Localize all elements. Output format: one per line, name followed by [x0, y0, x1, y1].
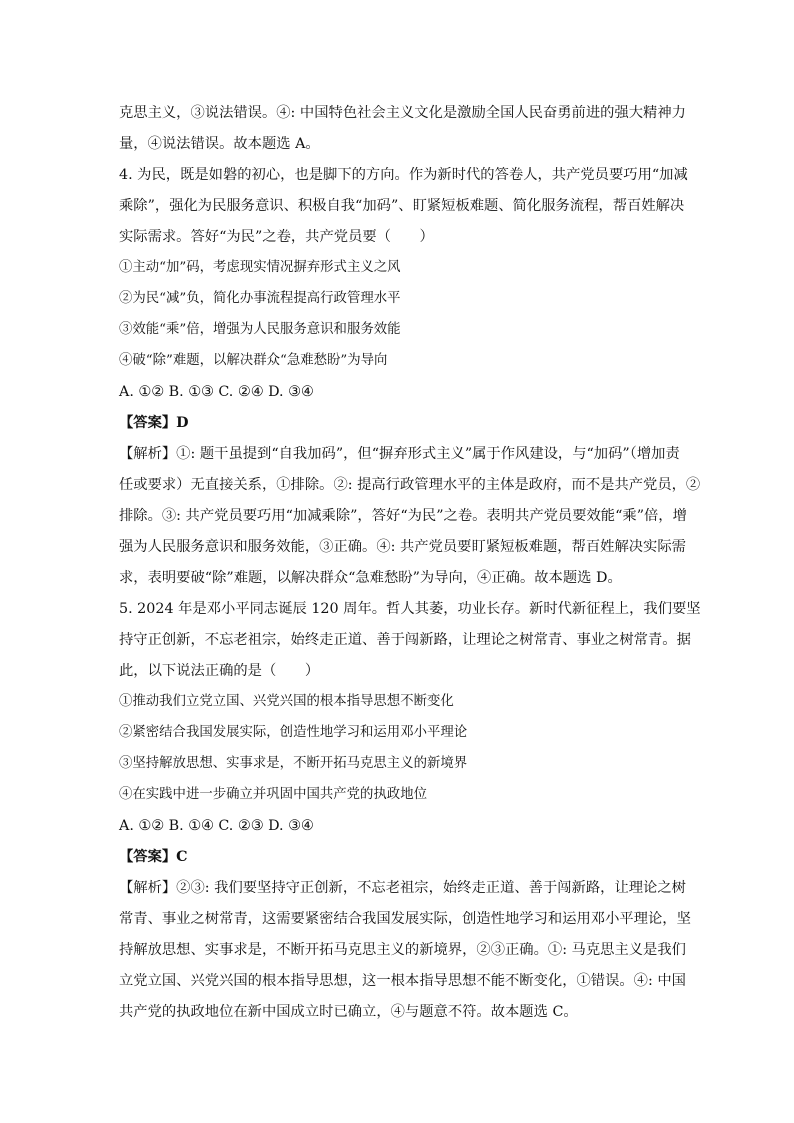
statement-2: ②为民“减”负，简化办事流程提高行政管理水平	[119, 291, 401, 306]
statement-3: ③坚持解放思想、实事求是，不断开拓马克思主义的新境界	[119, 756, 468, 771]
statement-2: ②紧密结合我国发展实际，创造性地学习和运用邓小平理论	[119, 725, 468, 740]
analysis-line: 排除。③: 共产党员要巧用“加减乘除”，答好“为民”之卷。表明共产党员要效能“乘”倍，增	[119, 508, 687, 524]
analysis-line: 持解放思想、实事求是，不断开拓马克思主义的新境界，②③正确。①: 马克思主义是我们	[119, 942, 686, 958]
analysis-line: 任或要求）无直接关系，①排除。②: 提高行政管理水平的主体是政府，而不是共产党员，②	[119, 477, 701, 493]
text-line: 持守正创新，不忘老祖宗，始终走正道、善于闯新路，让理论之树常青、事业之树常青。据	[119, 632, 691, 648]
text-line: 量，④说法错误。故本题选 A。	[119, 136, 320, 152]
answer-choices: A. ①② B. ①④ C. ②③ D. ③④	[119, 818, 314, 834]
answer-label: 【答案】D	[119, 415, 189, 431]
text-line: 实际需求。答好“为民”之卷，共产党员要（ ）	[119, 229, 434, 245]
analysis-line: 【解析】②③: 我们要坚持守正创新，不忘老祖宗，始终走正道、善于闯新路，让理论之树	[119, 880, 686, 896]
question-4-stem: 4. 为民，既是如磐的初心，也是脚下的方向。作为新时代的答卷人，共产党员要巧用“加减	[119, 167, 688, 183]
text-line: 此，以下说法正确的是（ ）	[119, 663, 320, 679]
analysis-line: 【解析】①: 题干虽提到“自我加码”，但“摒弃形式主义”属于作风建设，与“加码”（增加责	[119, 446, 680, 462]
statement-1: ①推动我们立党立国、兴党兴国的根本指导思想不断变化	[119, 694, 454, 709]
answer-choices: A. ①② B. ①③ C. ②④ D. ③④	[119, 384, 314, 400]
statement-4: ④破“除”难题，以解决群众“急难愁盼”为导向	[119, 353, 388, 368]
analysis-line: 求，表明要破“除”难题，以解决群众“急难愁盼”为导向，④正确。故本题选 D。	[119, 570, 622, 586]
analysis-line: 共产党的执政地位在新中国成立时已确立，④与题意不符。故本题选 C。	[119, 1004, 578, 1020]
statement-1: ①主动“加”码，考虑现实情况摒弃形式主义之风	[119, 260, 401, 275]
question-5-stem: 5. 2024 年是邓小平同志诞辰 120 周年。哲人其萎，功业长存。新时代新征程上，我们要坚	[119, 601, 701, 617]
analysis-line: 强为人民服务意识和服务效能，③正确。④: 共产党员要盯紧短板难题，帮百姓解决实际需	[119, 539, 686, 555]
statement-3: ③效能“乘”倍，增强为人民服务意识和服务效能	[119, 322, 401, 337]
answer-label: 【答案】C	[119, 849, 188, 865]
analysis-line: 立党立国、兴党兴国的根本指导思想，这一根本指导思想不能不断变化，①错误。④: 中国	[119, 973, 686, 989]
text-line: 乘除”，强化为民服务意识、积极自我“加码”、盯紧短板难题、简化服务流程，帮百姓解决	[119, 198, 685, 214]
statement-4: ④在实践中进一步确立并巩固中国共产党的执政地位	[119, 787, 427, 802]
analysis-line: 常青、事业之树常青，这需要紧密结合我国发展实际，创造性地学习和运用邓小平理论，坚	[119, 911, 691, 927]
text-line: 克思主义，③说法错误。④: 中国特色社会主义文化是激励全国人民奋勇前进的强大精神力	[119, 105, 686, 121]
